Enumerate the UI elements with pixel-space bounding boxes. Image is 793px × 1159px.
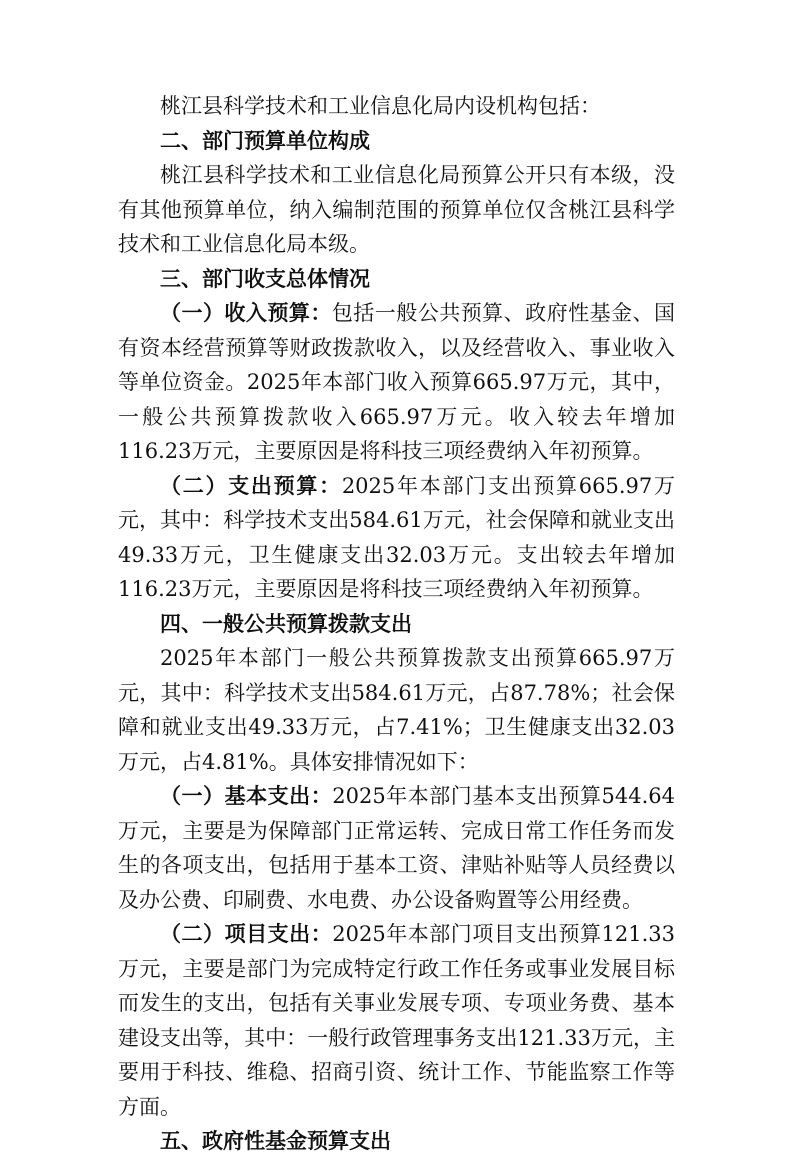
project-expense-text: 2025年本部门项目支出预算121.33万元，主要是部门为完成特定行政工作任务或事业发展目标而发生的支出，包括有关事业发展专项、专项业务费、基本建设支出等，其中：一般行政管理事务支出121.33万元，主要用于科技、维稳、招商引资、统计工作、节能监察工作等方面。 xyxy=(118,922,675,1119)
section-heading-3: 三、部门收支总体情况 xyxy=(160,265,370,291)
basic-expense-paragraph xyxy=(118,779,675,917)
expense-paragraph xyxy=(118,469,675,607)
income-text: 包括一般公共预算、政府性基金、国有资本经营预算等财政拨款收入，以及经营收入、事业收入等单位资金。2025年本部门收入预算665.97万元，其中，一般公共预算拨款收入665.97万元。收入较去年增加116.23万元，主要原因是将科技三项经费纳入年初预算。 xyxy=(118,301,676,463)
income-paragraph xyxy=(118,296,675,469)
section-heading-4: 四、一般公共预算拨款支出 xyxy=(160,610,412,636)
basic-expense-label: （一）基本支出： xyxy=(160,783,333,808)
intro-paragraph: 桃江县科学技术和工业信息化局内设机构包括： xyxy=(160,94,601,118)
section-heading-2: 二、部门预算单位构成 xyxy=(160,127,370,153)
project-expense-label: （二）项目支出： xyxy=(160,921,333,946)
general-budget-paragraph: 2025年本部门一般公共预算拨款支出预算665.97万元，其中：科学技术支出584.61万元，占87.78%；社会保障和就业支出49.33万元，占7.41%；卫生健康支出32.03万元，占4.81%。具体安排情况如下： xyxy=(118,646,675,774)
section-heading-5: 五、政府性基金预算支出 xyxy=(160,1128,391,1153)
expense-text: 2025年本部门支出预算665.97万元，其中：科学技术支出584.61万元，社会保障和就业支出49.33万元，卫生健康支出32.03万元。支出较去年增加116.23万元，主要原因是将科技三项经费纳入年初预算。 xyxy=(118,473,675,601)
project-expense-paragraph xyxy=(118,917,675,1124)
document-body xyxy=(118,89,675,1159)
units-paragraph: 桃江县科学技术和工业信息化局预算公开只有本级，没有其他预算单位，纳入编制范围的预算单位仅含桃江县科学技术和工业信息化局本级。 xyxy=(118,163,675,256)
income-label: （一）收入预算： xyxy=(160,300,332,325)
expense-label: （二）支出预算： xyxy=(160,472,342,498)
basic-expense-text: 2025年本部门基本支出预算544.64万元，主要是为保障部门正常运转、完成日常工作任务而发生的各项支出，包括用于基本工资、津贴补贴等人员经费以及办公费、印刷费、水电费、办公设备购置等公用经费。 xyxy=(118,784,675,912)
